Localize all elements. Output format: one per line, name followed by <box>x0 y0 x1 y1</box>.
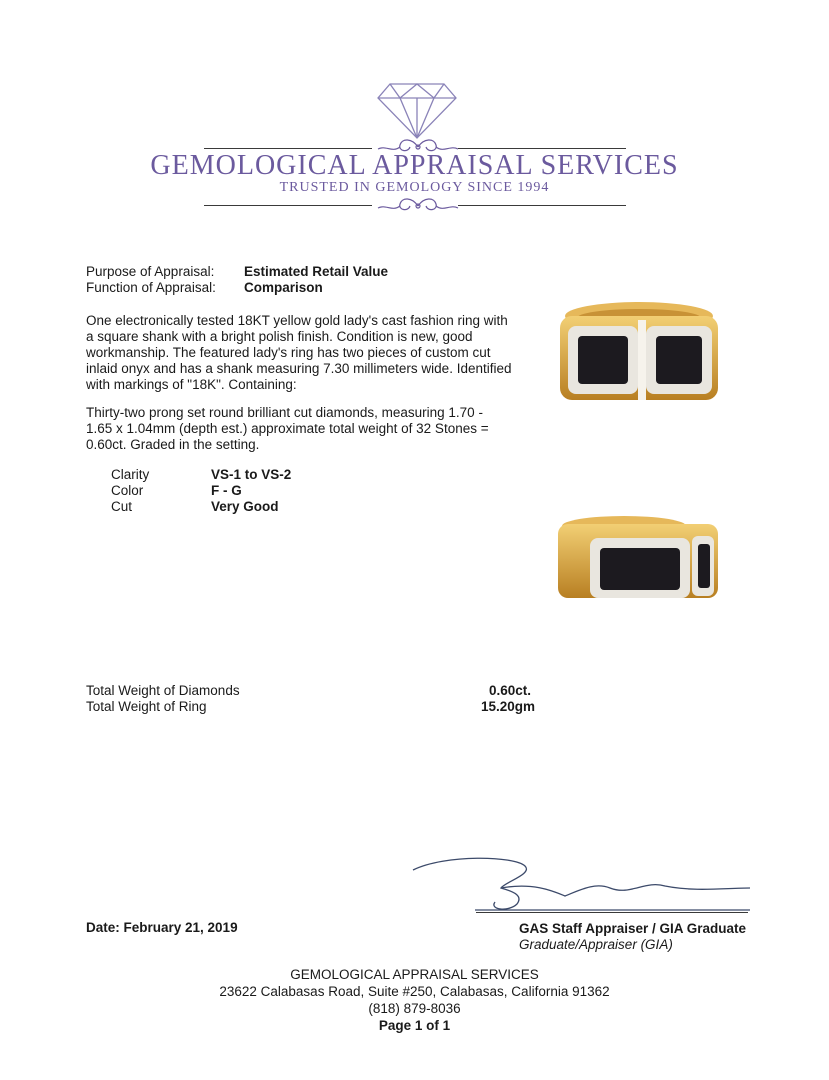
ring-front-image <box>554 296 724 408</box>
signature-line <box>476 912 748 913</box>
total-diamond-weight-label: Total Weight of Diamonds <box>86 683 240 698</box>
footer-company: GEMOLOGICAL APPRAISAL SERVICES <box>290 967 539 982</box>
purpose-value: Estimated Retail Value <box>244 264 389 279</box>
color-label: Color <box>111 483 144 498</box>
function-label: Function of Appraisal: <box>86 280 216 295</box>
color-value: F - G <box>211 483 242 498</box>
stone-description: Thirty-two prong set round brilliant cut diamonds, measuring 1.70 - 1.65 x 1.04mm (depth est.) approximate total weight of 32 Stones = 0.60ct. Graded in the setting. <box>86 405 489 452</box>
bottom-flourish-icon <box>370 195 466 217</box>
total-ring-weight-label: Total Weight of Ring <box>86 699 207 714</box>
purpose-label: Purpose of Appraisal: <box>86 264 215 279</box>
ring-side-image <box>554 514 724 604</box>
page-number: Page 1 of 1 <box>378 1018 451 1033</box>
footer-phone: (818) 879-8036 <box>368 1001 461 1016</box>
header-rule-bottom-right <box>458 205 626 206</box>
appraisal-date: Date: February 21, 2019 <box>86 920 238 935</box>
company-name: GEMOLOGICAL APPRAISAL SERVICES <box>150 150 679 181</box>
header-rule-bottom-left <box>204 205 372 206</box>
diamond-logo-icon <box>376 82 458 140</box>
function-value: Comparison <box>244 280 323 295</box>
header-rule-top-left <box>204 148 372 149</box>
total-ring-weight-value: 15.20gm <box>481 699 536 714</box>
clarity-value: VS-1 to VS-2 <box>211 467 292 482</box>
appraiser-subtitle: Graduate/Appraiser (GIA) <box>519 937 673 952</box>
header-rule-top-right <box>458 148 626 149</box>
cut-label: Cut <box>111 499 133 514</box>
cut-value: Very Good <box>211 499 279 514</box>
appraiser-title: GAS Staff Appraiser / GIA Graduate <box>519 921 747 936</box>
item-description: One electronically tested 18KT yellow gold lady's cast fashion ring with a square shank with a bright polish finish. Condition is new, good workmanship. The featured lady's ring has two pieces of custom cut inlaid onyx and has a shank measuring 7.30 millimeters wide. Identified with markings of "18K". Containing: <box>86 313 512 392</box>
clarity-label: Clarity <box>111 467 150 482</box>
footer-address: 23622 Calabasas Road, Suite #250, Calabasas, California 91362 <box>219 984 610 999</box>
total-diamond-weight-value: 0.60ct. <box>489 683 532 698</box>
company-tagline: TRUSTED IN GEMOLOGY SINCE 1994 <box>279 180 550 195</box>
